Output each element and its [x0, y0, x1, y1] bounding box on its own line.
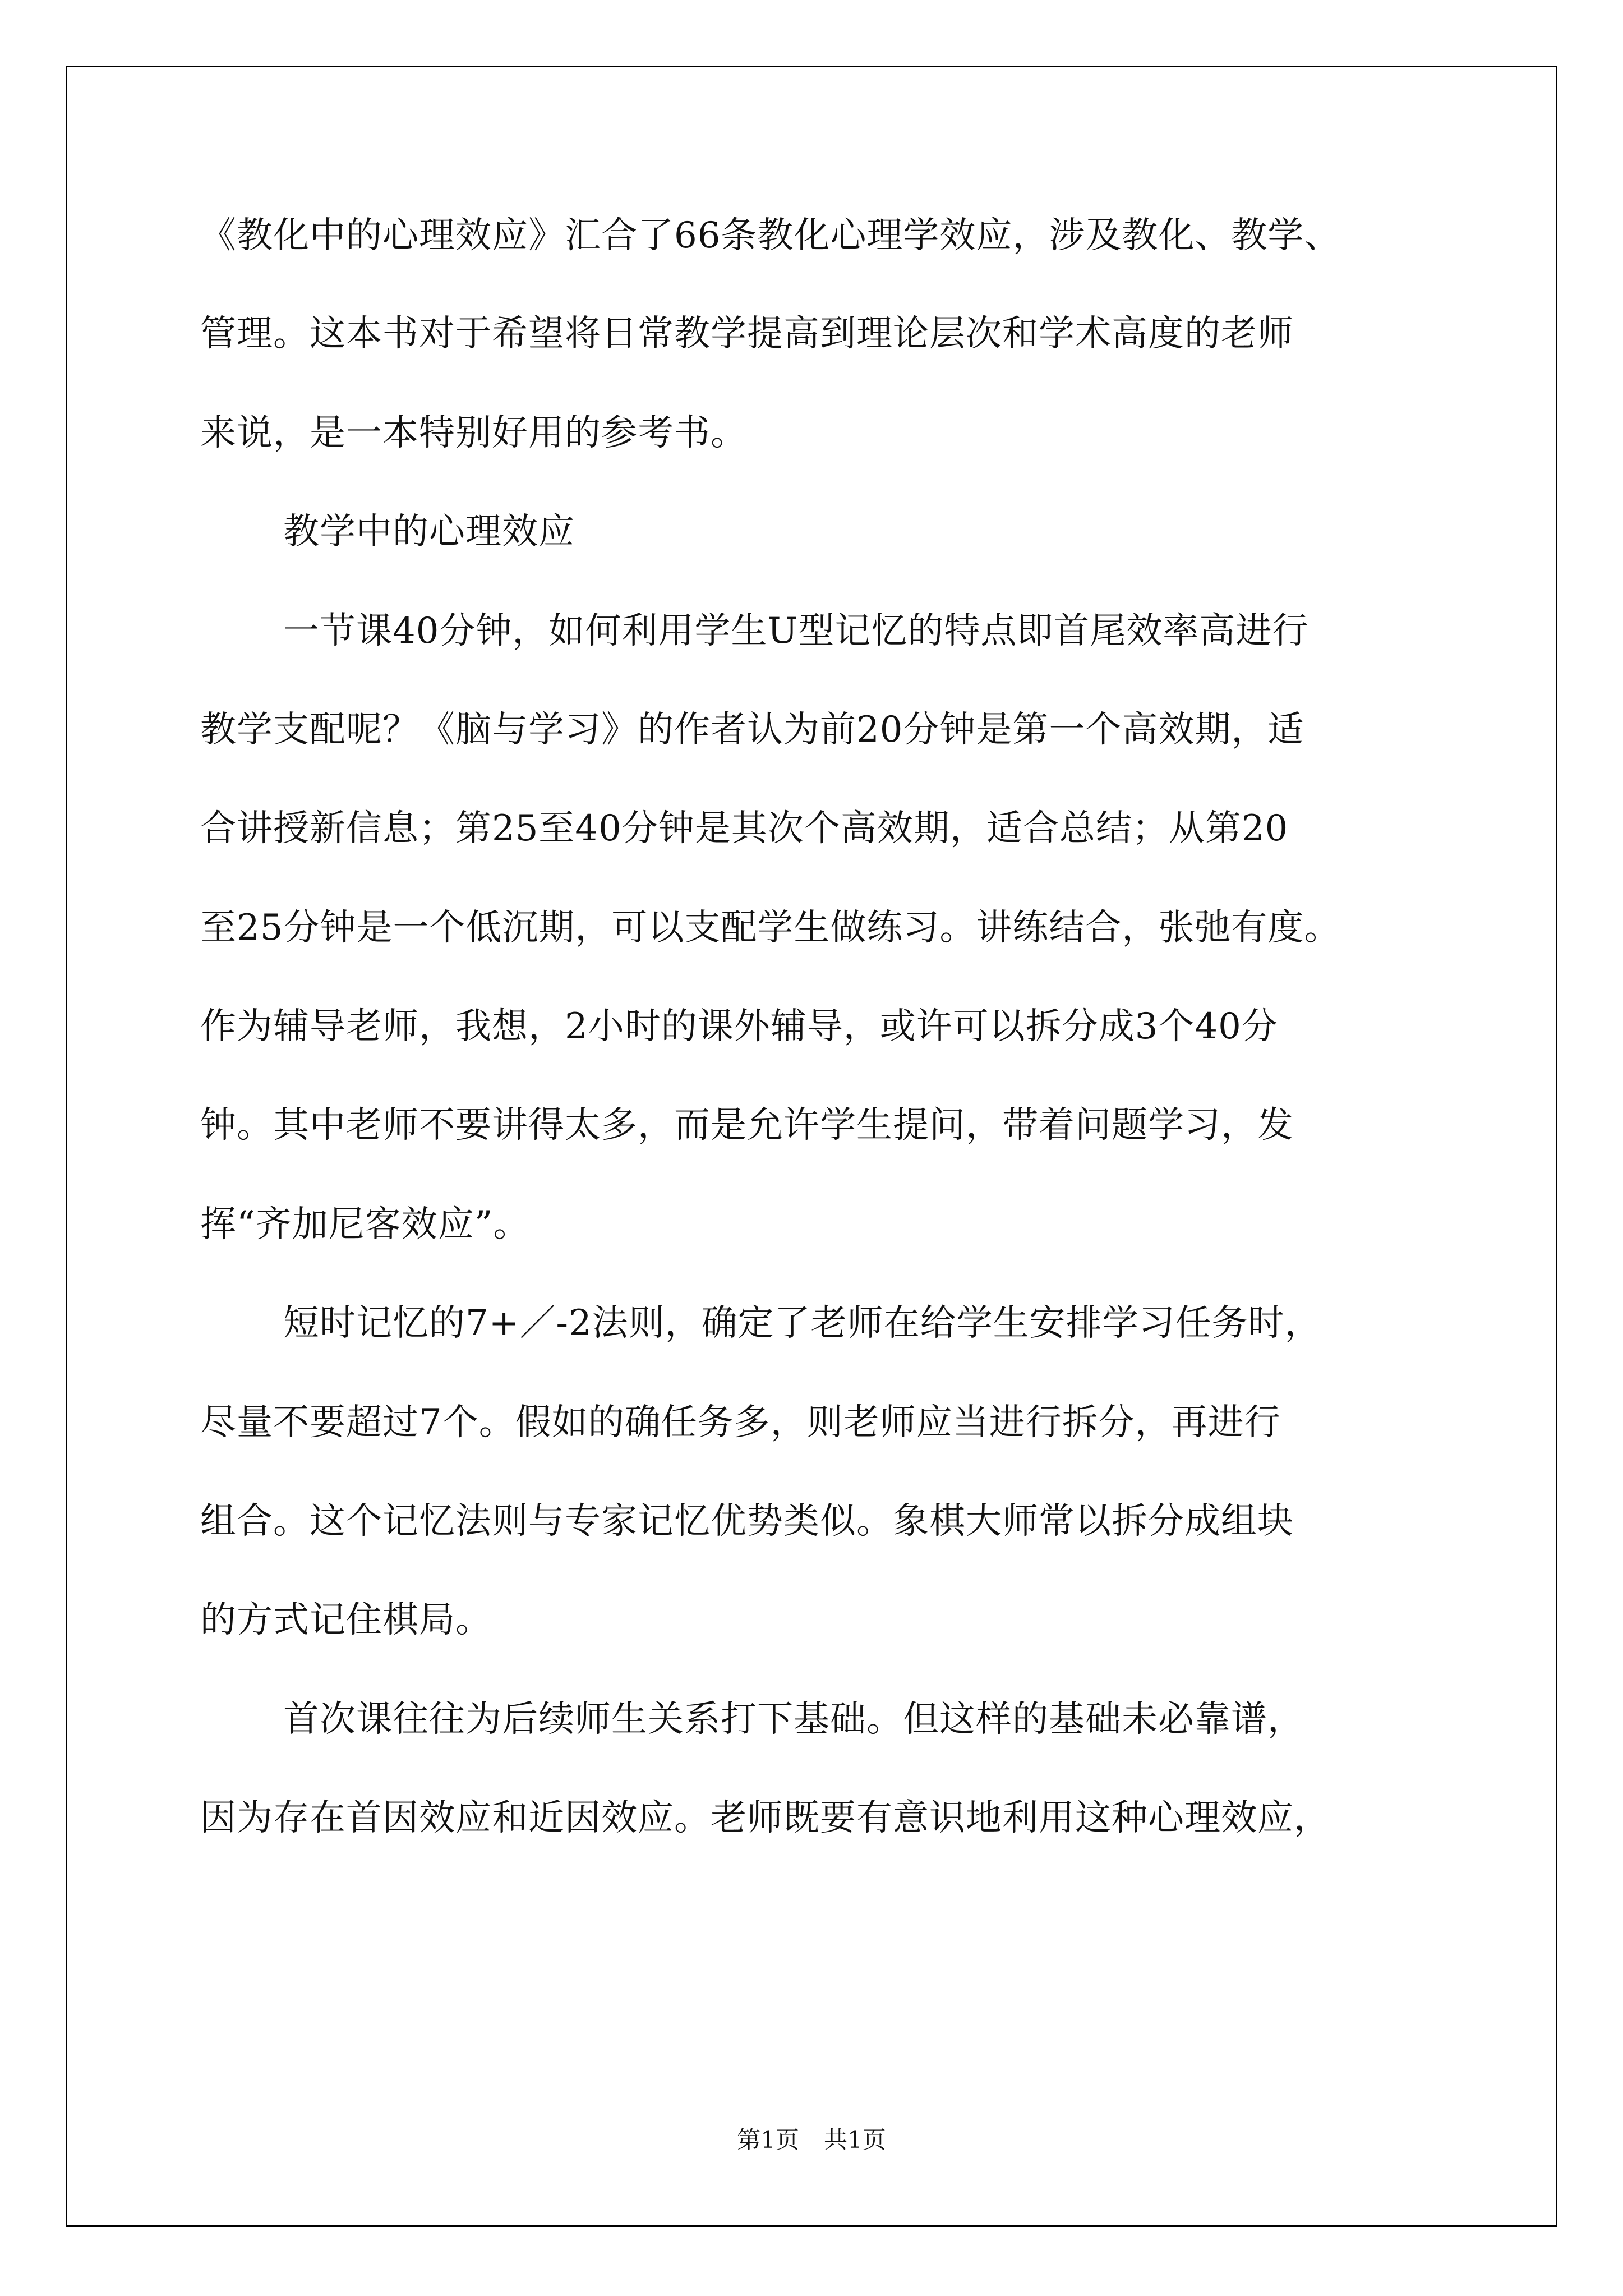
paragraph-line: 挥“齐加尼客效应”。	[200, 1204, 530, 1245]
paragraph-line: 短时记忆的7+／-2法则，确定了老师在给学生安排学习任务时，	[283, 1303, 1321, 1344]
paragraph-line: 钟。其中老师不要讲得太多，而是允许学生提问，带着问题学习，发	[200, 1105, 1294, 1146]
paragraph-line: 《教化中的心理效应》汇合了66条教化心理学效应，涉及教化、教学、	[200, 215, 1341, 256]
paragraph-line: 一节课40分钟，如何利用学生U型记忆的特点即首尾效率高进行	[283, 610, 1309, 652]
paragraph-line: 合讲授新信息；第25至40分钟是其次个高效期，适合总结；从第20	[200, 808, 1289, 849]
page-number: 第1页	[737, 2126, 799, 2154]
paragraph-line: 教学支配呢？《脑与学习》的作者认为前20分钟是第一个高效期，适	[200, 709, 1304, 751]
paragraph-line: 作为辅导老师，我想，2小时的课外辅导，或许可以拆分成3个40分	[200, 1006, 1278, 1047]
paragraph-line: 组合。这个记忆法则与专家记忆优势类似。象棋大师常以拆分成组块	[200, 1501, 1294, 1542]
paragraph-line: 来说，是一本特别好用的参考书。	[200, 412, 747, 454]
section-heading: 教学中的心理效应	[283, 511, 575, 553]
page-total: 共1页	[824, 2126, 886, 2154]
page-footer	[0, 2126, 1623, 2154]
paragraph-line: 管理。这本书对于希望将日常教学提高到理论层次和学术高度的老师	[200, 313, 1294, 355]
paragraph-line: 至25分钟是一个低沉期，可以支配学生做练习。讲练结合，张弛有度。	[200, 907, 1341, 949]
paragraph-line: 因为存在首因效应和近因效应。老师既要有意识地利用这种心理效应，	[200, 1797, 1330, 1839]
paragraph-line: 首次课往往为后续师生关系打下基础。但这样的基础未必靠谱，	[283, 1699, 1304, 1740]
paragraph-line: 尽量不要超过7个。假如的确任务多，则老师应当进行拆分，再进行	[200, 1402, 1281, 1443]
paragraph-line: 的方式记住棋局。	[200, 1599, 492, 1641]
